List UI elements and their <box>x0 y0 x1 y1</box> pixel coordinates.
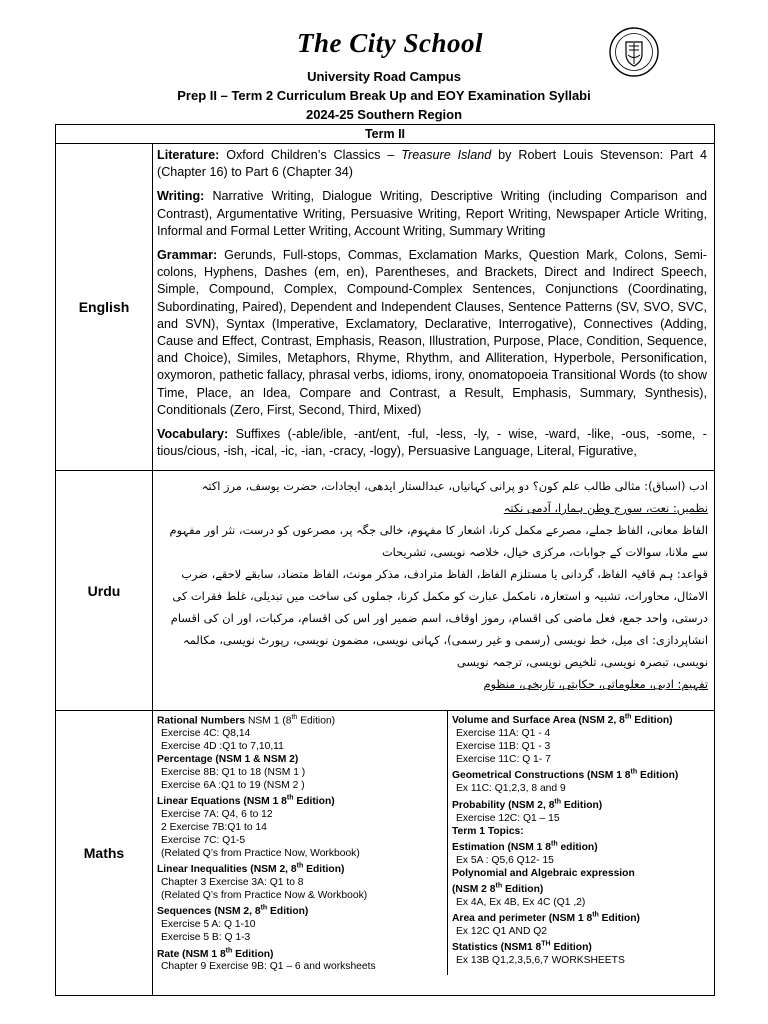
document-header <box>0 0 768 124</box>
maths-exercise-line: Ex 13B Q1,2,3,5,6,7 WORKSHEETS <box>456 955 625 967</box>
maths-topic-heading: Rational Numbers NSM 1 (8th Edition) <box>157 714 336 727</box>
maths-exercise-line: Chapter 9 Exercise 9B: Q1 – 6 and worksheets <box>161 961 376 973</box>
maths-exercise-line: Exercise 11C: Q 1- 7 <box>456 754 551 766</box>
maths-exercise-line: Ex 11C: Q1,2,3, 8 and 9 <box>456 783 566 795</box>
subject-maths: Maths <box>56 711 153 996</box>
maths-exercise-line: 2 Exercise 7B:Q1 to 14 <box>161 822 267 834</box>
maths-exercise-line: Exercise 4C: Q8,14 <box>161 728 251 740</box>
maths-left-column <box>153 711 448 975</box>
urdu-line: الفاظ معانی، الفاظ جملے، مصرعے مکمل کرنا، اشعار کا مفہوم، خالی جگہ پر، مصرعوں کو درست، نثر اور مفہوم سے ملانا، سوالات کے جوابات، مرکزی خیال، خلاصہ نویسی، تشریحات <box>169 523 708 559</box>
maths-topic-heading: Geometrical Constructions (NSM 1 8th Edition) <box>452 769 679 782</box>
maths-topic-heading: Rate (NSM 1 8th Edition) <box>157 947 274 960</box>
urdu-line: ادب (اسباق): مثالی طالب علم کون؟ دو پرانی کہانیاں، عبدالستار ایدھی، ایجادات، حضرت یوسف، مرز اکتہ <box>201 479 708 493</box>
syllabus-table <box>55 124 715 996</box>
maths-exercise-line: Exercise 5 B: Q 1-3 <box>161 932 251 944</box>
literature-section: Literature: Oxford Children’s Classics – Treasure Island by Robert Louis Stevenson: Part 4 (Chapter 16) to Part 6 (Chapter 34) <box>157 148 707 180</box>
maths-topic-heading: Statistics (NSM1 8TH Edition) <box>452 941 592 954</box>
maths-right-column <box>448 711 714 975</box>
maths-topic-heading: Probability (NSM 2, 8th Edition) <box>452 798 603 811</box>
urdu-line: قواعد: ہم قافیہ الفاظ، گردانی یا مستلزم الفاظ، الفاظ مترادف، مذکر مونث، الفاظ متضاد، سابقے لاحقے، ضرب الامثال، محاورات، تشبیہ و استعارہ، نامکمل عبارت کو مکمل کرنا، جملوں کی ساخت میں تبدیلی، غلط فقرات کی درستی، واحد جمع، فعل ماضی کی اقسام، رموز اوقاف، اسم ضمیر اور اس کی اقسام، مرکبات، اور ان کی اقسام <box>170 567 708 625</box>
maths-exercise-line: Exercise 12C: Q1 – 15 <box>456 812 560 824</box>
maths-exercise-line: Exercise 7C: Q1-5 <box>161 835 246 846</box>
urdu-line: انشاپردازی: ای میل، خط نویسی (رسمی و غیر رسمی)، کہانی نویسی، مضمون نویسی، رپورٹ نویسی، مکالمہ نویسی، تبصرہ نویسی، تلخیص نویسی، ترجمہ نویسی <box>183 633 708 669</box>
subject-english: English <box>56 144 153 471</box>
urdu-line: نظمیں: نعت، سورج وطن ہمارا، آدمی نکتہ <box>503 501 708 515</box>
vocabulary-section: Vocabulary: Suffixes (-able/ible, -ant/ent, -ful, -less, -ly, - wise, -ward, -like, -ous, -some, -tious/cious, -ish, -ical, -ic, -ian, -cracy, -logy), Persuasive Language, Literal, Figurative, <box>157 427 707 459</box>
english-content <box>153 144 715 471</box>
maths-exercise-line: Ex 4A, Ex 4B, Ex 4C (Q1 ,2) <box>456 896 586 908</box>
maths-topic-heading: Term 1 Topics: <box>452 825 524 837</box>
maths-exercise-line: Exercise 5 A: Q 1-10 <box>161 919 256 931</box>
school-name: The City School <box>296 28 483 58</box>
maths-topic-heading: Polynomial and Algebraic expression <box>452 867 635 879</box>
maths-exercise-line: Exercise 6A :Q1 to 19 (NSM 2 ) <box>161 779 305 791</box>
maths-exercise-line: Chapter 3 Exercise 3A: Q1 to 8 <box>161 877 304 889</box>
maths-exercise-line: (Related Q’s from Practice Now, Workbook) <box>161 847 360 859</box>
maths-exercise-line: Exercise 4D :Q1 to 7,10,11 <box>161 741 284 753</box>
maths-exercise-line: Exercise 11B: Q1 - 3 <box>456 741 551 753</box>
subject-urdu: Urdu <box>56 471 153 711</box>
maths-topic-heading: Estimation (NSM 1 8th edition) <box>452 840 598 853</box>
maths-exercise-line: Exercise 11A: Q1 - 4 <box>456 728 551 740</box>
maths-exercise-line: Exercise 8B: Q1 to 18 (NSM 1 ) <box>161 767 306 779</box>
maths-topic-heading: Linear Equations (NSM 1 8th Edition) <box>157 794 335 808</box>
document-title: Prep II – Term 2 Curriculum Break Up and EOY Examination Syllabi <box>177 88 591 103</box>
urdu-content <box>153 471 715 711</box>
maths-exercise-line: Ex 5A : Q5,6 Q12- 15 <box>456 854 554 866</box>
maths-topic-heading: Area and perimeter (NSM 1 8th Edition) <box>452 911 640 925</box>
maths-exercise-line: (Related Q’s from Practice Now & Workbook) <box>161 890 368 902</box>
maths-exercise-line: Ex 12C Q1 AND Q2 <box>456 926 547 938</box>
term-heading: Term II <box>56 125 715 144</box>
region-year: 2024-25 Southern Region <box>305 107 463 122</box>
maths-topic-heading: Volume and Surface Area (NSM 2, 8th Edition) <box>452 714 673 727</box>
maths-topic-heading: (NSM 2 8th Edition) <box>452 882 544 895</box>
urdu-line: تفہیم: ادبی، معلوماتی، حکایتی، تاریخی، منظوم <box>483 677 708 691</box>
maths-topic-heading: Linear Inequalities (NSM 2, 8th Edition) <box>157 862 345 876</box>
grammar-section: Grammar: Gerunds, Full-stops, Commas, Exclamation Marks, Question Mark, Colons, Semi-colons, Hyphens, Dashes (em, en), Parentheses, and Brackets, Direct and Indirect Speech, Simple, Compound, Complex, Compound-Complex Sentences, Conjunctions (Coordinating, Subordinating, Paired), Dependent and Independent Clauses, Sentence Patterns (SV, SVO, SVC, and SVN), Syntax (Imperative, Exclamatory, Declarative, Interrogative), Connectives (Adding, Cause and Effect, Contrast, Emphasis, Reason, Illustration, Purpose, Place, Condition, Sequence, and Choice), Similes, Metaphors, Rhyme, Rhythm, and Alliteration, Hyperbole, Personification, oxymoron, pathetic fallacy, phrasal verbs, idioms, irony, onomatopoeia Transitional Words (to show Time, Place, an Idea, Compare and Contrast, a Result, Emphasis, Summary, Synthesis), Conditionals (Zero, First, Second, Third, Mixed) <box>157 248 708 417</box>
maths-exercise-line: Exercise 7A: Q4, 6 to 12 <box>161 809 273 821</box>
campus-name: University Road Campus <box>307 69 461 84</box>
literature-book-title: Treasure Island <box>401 148 492 162</box>
maths-content <box>153 711 715 996</box>
maths-topic-heading: Percentage (NSM 1 & NSM 2) <box>157 754 299 766</box>
maths-topic-heading: Sequences (NSM 2, 8th Edition) <box>157 904 309 918</box>
writing-section: Writing: Narrative Writing, Dialogue Writing, Descriptive Writing (including Comparison and Contrast), Argumentative Writing, Persuasive Writing, Report Writing, Newspaper Article Writing, Informal and Formal Letter Writing, Account Writing, Summary Writing <box>157 189 707 238</box>
